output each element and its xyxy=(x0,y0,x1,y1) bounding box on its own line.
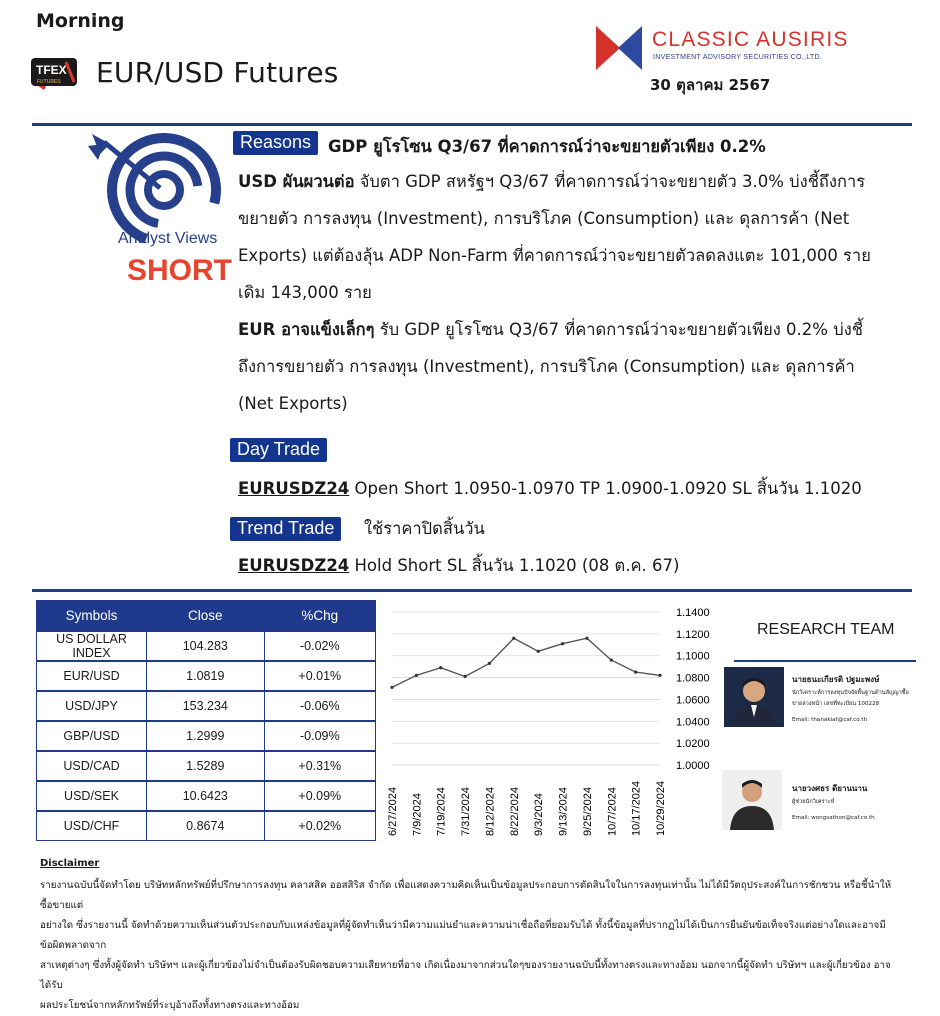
person-photo-icon xyxy=(724,667,784,727)
tfex-logo-text: TFEX xyxy=(36,63,67,77)
x-tick-label: 10/17/2024 xyxy=(630,780,643,836)
x-tick-label: 7/9/2024 xyxy=(411,793,424,836)
session-label: Morning xyxy=(36,10,125,32)
price-point xyxy=(585,637,588,640)
assistant-avatar xyxy=(722,770,782,830)
analyst-name: นายธนะเกียรติ ปฐมะพงษ์ xyxy=(792,675,880,684)
header-divider xyxy=(32,123,912,126)
brand-logo-icon xyxy=(594,22,644,72)
y-tick-label: 1.0800 xyxy=(676,672,710,685)
trend-trade-note: ใช้ราคาปิดสิ้นวัน xyxy=(364,519,485,538)
change-cell: -0.02% xyxy=(264,631,375,661)
change-cell: +0.02% xyxy=(264,811,375,841)
table-row xyxy=(37,811,376,841)
direction-label: SHORT xyxy=(127,254,232,287)
disclaimer-line: สาเหตุต่างๆ ซึ่งทั้งผู้จัดทำ บริษัทฯ และผู้เกี่ยวข้องไม่จำเป็นต้องรับผิดชอบความเสียหายที่อาจ เกิดเนื่องมาจากส่วนใดๆของรายงานฉบับนี้ทั้งทางตรงและทางอ้อม นอกจากนี้ผู้จัดทำ บริษัทฯ และผู้เกี่ยวข้อง อาจได้รับ xyxy=(40,960,891,991)
disclaimer-body xyxy=(40,876,898,1016)
change-cell: +0.31% xyxy=(264,751,375,781)
price-point xyxy=(463,675,466,678)
change-cell: +0.09% xyxy=(264,781,375,811)
column-header: Close xyxy=(147,601,265,631)
trend-trade-badge: Trend Trade xyxy=(230,517,341,541)
eur-line: รับ GDP ยูโรโซน Q3/67 ที่คาดการณ์ว่าจะขยายตัวเพียง 0.2% บ่งชี้ xyxy=(379,320,863,339)
page-title: EUR/USD Futures xyxy=(96,56,339,89)
usd-paragraph xyxy=(238,172,865,192)
y-tick-label: 1.1000 xyxy=(676,650,710,663)
svg-text:FUTURES: FUTURES xyxy=(37,79,61,85)
person-photo-icon xyxy=(722,770,782,830)
brand-name: CLASSIC AUSIRIS xyxy=(652,28,849,51)
y-tick-label: 1.0400 xyxy=(676,716,710,729)
price-point xyxy=(488,662,491,665)
x-tick-label: 7/19/2024 xyxy=(435,787,448,836)
price-series-line xyxy=(392,638,660,687)
y-tick-label: 1.0600 xyxy=(676,694,710,707)
close-cell: 10.6423 xyxy=(147,781,265,811)
eurusd-price-chart xyxy=(378,600,728,850)
table-row xyxy=(37,661,376,691)
symbol-cell: EUR/USD xyxy=(37,661,147,691)
trend-trade-text: Hold Short SL สิ้นวัน 1.1020 (08 ต.ค. 67) xyxy=(349,556,680,575)
usd-title: USD ผันผวนต่อ xyxy=(238,172,355,191)
analyst-avatar xyxy=(724,667,784,727)
close-cell: 1.2999 xyxy=(147,721,265,751)
reasons-headline: GDP ยูโรโซน Q3/67 ที่คาดการณ์ว่าจะขยายตัวเพียง 0.2% xyxy=(328,137,766,156)
assistant-email: Email: wongsathon@caf.co.th xyxy=(792,815,875,821)
target-arrow-icon xyxy=(84,130,234,230)
column-header: %Chg xyxy=(264,601,375,631)
close-cell: 0.8674 xyxy=(147,811,265,841)
symbol-cell: USD/SEK xyxy=(37,781,147,811)
symbol-cell: USD/JPY xyxy=(37,691,147,721)
close-cell: 1.0819 xyxy=(147,661,265,691)
research-divider xyxy=(734,660,916,662)
table-row xyxy=(37,781,376,811)
analyst-email: Email: thanakiat@caf.co.th xyxy=(792,717,868,723)
usd-line: Exports) แต่ต้องลุ้น ADP Non-Farm ที่คาดการณ์ว่าจะขยายตัวลดลงแตะ 101,000 ราย xyxy=(238,246,871,265)
report-date: 30 ตุลาคม 2567 xyxy=(650,76,771,94)
assistant-role: ผู้ช่วยนักวิเคราะห์ xyxy=(792,799,835,805)
usd-line: เดิม 143,000 ราย xyxy=(238,283,372,302)
table-header-row xyxy=(37,601,376,631)
table-row xyxy=(37,691,376,721)
tfex-logo xyxy=(30,56,80,90)
section-divider xyxy=(32,589,912,592)
market-table xyxy=(36,600,376,841)
x-tick-label: 10/29/2024 xyxy=(655,780,667,836)
day-trade-text: Open Short 1.0950-1.0970 TP 1.0900-1.0920 SL สิ้นวัน 1.1020 xyxy=(349,479,862,498)
change-cell: +0.01% xyxy=(264,661,375,691)
close-cell: 153.234 xyxy=(147,691,265,721)
usd-line: ขยายตัว การลงทุน (Investment), การบริโภค (Consumption) และ ดุลการค้า (Net xyxy=(238,209,850,228)
x-tick-label: 8/12/2024 xyxy=(484,787,497,836)
symbol-cell: USD/CHF xyxy=(37,811,147,841)
x-tick-label: 9/13/2024 xyxy=(557,787,570,836)
x-tick-label: 6/27/2024 xyxy=(387,787,399,836)
price-point xyxy=(537,650,540,653)
research-team-title: RESEARCH TEAM xyxy=(757,621,895,638)
price-point xyxy=(658,674,661,677)
y-tick-label: 1.0200 xyxy=(676,738,710,751)
price-point xyxy=(439,666,442,669)
disclaimer-line: ผลประโยชน์จากหลักทรัพย์ที่ระบุอ้างถึงทั้งทางตรงและทางอ้อม xyxy=(40,1000,300,1011)
trend-trade-line xyxy=(238,556,679,576)
eur-paragraph xyxy=(238,320,863,340)
symbol-cell: GBP/USD xyxy=(37,721,147,751)
reasons-badge: Reasons xyxy=(233,131,318,155)
price-point xyxy=(512,637,515,640)
y-tick-label: 1.0000 xyxy=(676,760,710,772)
day-trade-badge: Day Trade xyxy=(230,438,327,462)
assistant-name: นายวงศธร ดียานนาน xyxy=(792,784,868,793)
eur-line: ถึงการขยายตัว การลงทุน (Investment), การบริโภค (Consumption) และ ดุลการค้า xyxy=(238,357,855,376)
price-point xyxy=(610,658,613,661)
analyst-views-label: Analyst Views xyxy=(118,230,218,247)
change-cell: -0.09% xyxy=(264,721,375,751)
day-trade-line xyxy=(238,479,862,499)
price-point xyxy=(390,686,393,689)
symbol-cell: USD/CAD xyxy=(37,751,147,781)
column-header: Symbols xyxy=(37,601,147,631)
table-row xyxy=(37,751,376,781)
disclaimer-line: อย่างใด ซึ่งรายงานนี้ จัดทำด้วยความเห็นส่วนตัวประกอบกับแหล่งข้อมูลที่ผู้จัดทำเห็นว่ามีความแม่นยำและความน่าเชื่อถือที่ยอมรับได้ ทั้งนี้ข้อมูลที่ปรากฏไม่ได้เป็นการยืนยันข้อเท็จจริงแต่อย่างใดและอาจมีข้อผิดพลาดจาก xyxy=(40,920,886,951)
analyst-role: นักวิเคราะห์การลงทุนปัจจัยพื้นฐานด้านสัญญาซื้อ xyxy=(792,690,909,696)
change-cell: -0.06% xyxy=(264,691,375,721)
y-tick-label: 1.1400 xyxy=(676,607,710,619)
day-trade-symbol: EURUSDZ24 xyxy=(238,479,350,498)
price-point xyxy=(415,674,418,677)
x-tick-label: 8/22/2024 xyxy=(508,787,521,836)
trend-trade-symbol: EURUSDZ24 xyxy=(238,556,350,575)
disclaimer-line: รายงานฉบับนี้จัดทำโดย บริษัทหลักทรัพย์ที่ปรึกษาการลงทุน คลาสสิค ออสสิริส จำกัด เพื่อแสดงความคิดเห็นเป็นข้อมูลประกอบการตัดสินใจในการลงทุนเท่านั้น ไม่ได้มีวัตถุประสงค์ในการชักชวน หรือชี้นำให้ซื้อขายแต่ xyxy=(40,880,892,911)
symbol-cell: US DOLLAR INDEX xyxy=(37,631,147,661)
brand-subtitle: INVESTMENT ADVISORY SECURITIES CO.,LTD. xyxy=(653,54,823,61)
price-point xyxy=(561,642,564,645)
eur-line: (Net Exports) xyxy=(238,394,348,413)
x-tick-label: 9/25/2024 xyxy=(581,787,594,836)
usd-line: จับตา GDP สหรัฐฯ Q3/67 ที่คาดการณ์ว่าจะขยายตัว 3.0% บ่งชี้ถึงการ xyxy=(359,172,866,191)
close-cell: 104.283 xyxy=(147,631,265,661)
eur-title: EUR อาจแข็งเล็กๆ xyxy=(238,320,375,339)
table-row xyxy=(37,631,376,661)
close-cell: 1.5289 xyxy=(147,751,265,781)
x-tick-label: 10/7/2024 xyxy=(606,787,619,836)
analyst-role: ขายล่วงหน้า เลขที่ทะเบียน 100228 xyxy=(792,701,880,707)
x-tick-label: 9/3/2024 xyxy=(533,793,546,836)
price-point xyxy=(634,671,637,674)
y-tick-label: 1.1200 xyxy=(676,628,710,641)
disclaimer-title: Disclaimer xyxy=(40,858,100,869)
table-row xyxy=(37,721,376,751)
x-tick-label: 7/31/2024 xyxy=(460,787,473,836)
